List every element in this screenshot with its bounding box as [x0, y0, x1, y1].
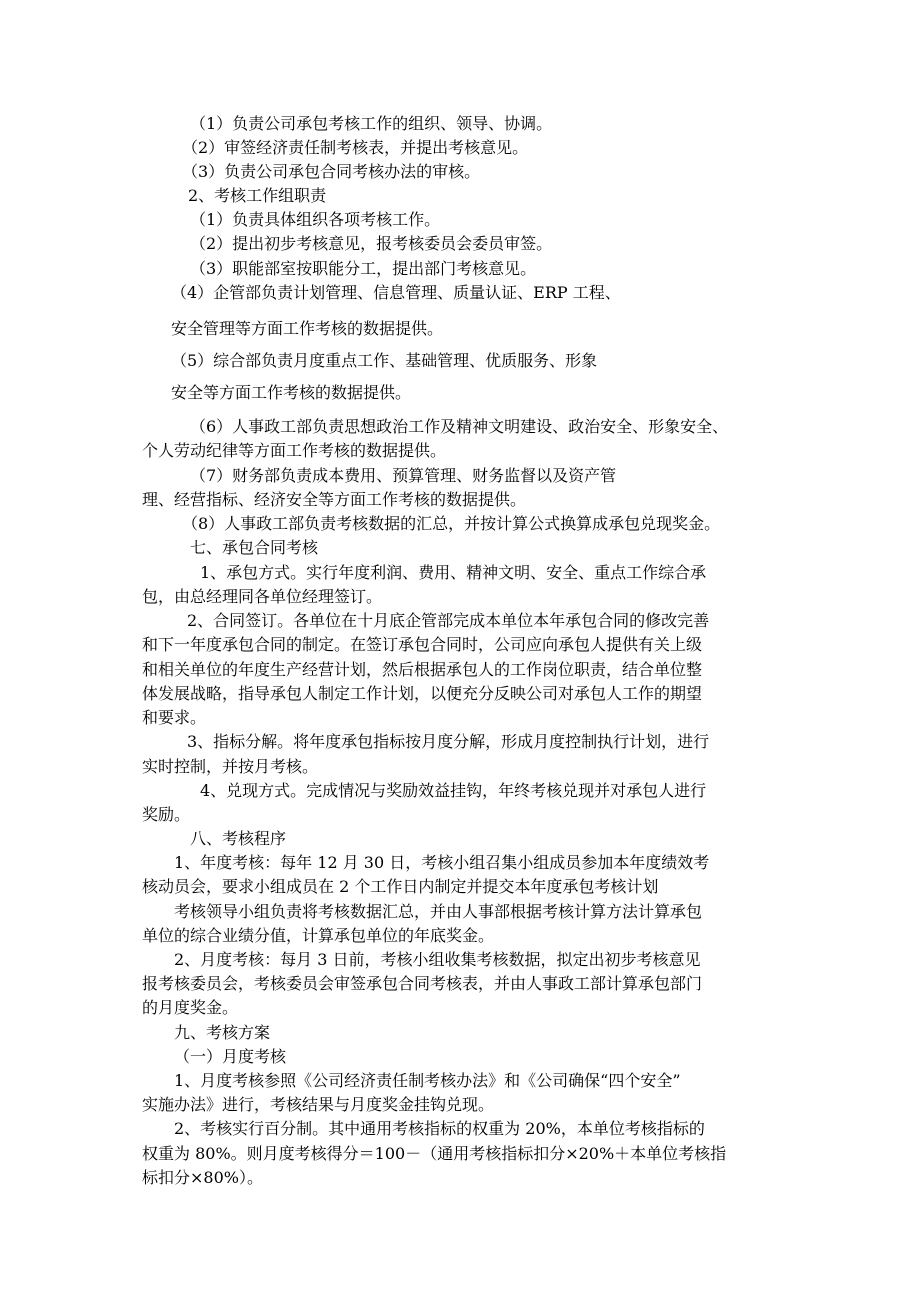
text-line: 包，由总经理同各单位经理签订。	[142, 587, 383, 606]
text-line: 安全等方面工作考核的数据提供。	[171, 383, 412, 402]
text-line: 2、月度考核：每月 3 日前，考核小组收集考核数据，拟定出初步考核意见	[174, 950, 701, 969]
text-line: 1、承包方式。实行年度利润、费用、精神文明、安全、重点工作综合承	[200, 563, 707, 582]
section-heading: 九、考核方案	[174, 1023, 271, 1042]
text-line: 权重为 80%。则月度考核得分＝100－（通用考核指标扣分×20%＋本单位考核指	[142, 1144, 727, 1163]
text-line: （2）审签经济责任制考核表，并提出考核意见。	[182, 138, 529, 157]
text-line: 4、兑现方式。完成情况与奖励效益挂钩，年终考核兑现并对承包人进行	[200, 781, 707, 800]
text-line: （8）人事政工部负责考核数据的汇总，并按计算公式换算成承包兑现奖金。	[182, 514, 721, 533]
text-line: 1、年度考核：每年 12 月 30 日，考核小组召集小组成员参加本年度绩效考	[174, 853, 710, 872]
text-line: 个人劳动纪律等方面工作考核的数据提供。	[142, 441, 447, 460]
text-line: 标扣分×80%）。	[142, 1168, 263, 1187]
section-heading: （一）月度考核	[174, 1047, 287, 1066]
text-line: 核动员会，要求小组成员在 2 个工作日内制定并提交本年度承包考核计划	[142, 877, 659, 896]
section-heading: 八、考核程序	[190, 829, 287, 848]
section-heading: 2、考核工作组职责	[188, 186, 327, 205]
text-line: （1）负责具体组织各项考核工作。	[190, 210, 441, 229]
text-line: 的月度奖金。	[142, 998, 239, 1017]
text-line: 和要求。	[142, 708, 207, 727]
text-line: 和下一年度承包合同的制定。在签订承包合同时，公司应向承包人提供有关上级	[142, 635, 703, 654]
text-line: 2、考核实行百分制。其中通用考核指标的权重为 20%，本单位考核指标的	[174, 1119, 705, 1138]
text-line: （3）负责公司承包合同考核办法的审核。	[182, 162, 481, 181]
text-line: 2、合同签订。各单位在十月底企管部完成本单位本年承包合同的修改完善	[187, 611, 710, 630]
text-line: （3）职能部室按职能分工，提出部门考核意见。	[190, 259, 537, 278]
text-line: 3、指标分解。将年度承包指标按月度分解，形成月度控制执行计划，进行	[187, 732, 710, 751]
text-line: 实时控制，并按月考核。	[142, 757, 319, 776]
section-heading: 七、承包合同考核	[190, 538, 319, 557]
text-line: （7）财务部负责成本费用、预算管理、财务监督以及资产管	[190, 466, 617, 485]
text-line: （4）企管部负责计划管理、信息管理、质量认证、ERP 工程、	[171, 283, 621, 302]
text-line: （2）提出初步考核意见，报考核委员会委员审签。	[190, 234, 553, 253]
text-line: 1、月度考核参照《公司经济责任制考核办法》和《公司确保“四个安全”	[174, 1071, 681, 1090]
text-line: 考核领导小组负责将考核数据汇总，并由人事部根据考核计算方法计算承包	[174, 902, 703, 921]
text-line: 体发展战略，指导承包人制定工作计划，以便充分反映公司对承包人工作的期望	[142, 684, 703, 703]
text-line: 安全管理等方面工作考核的数据提供。	[171, 319, 444, 338]
text-line: 和相关单位的年度生产经营计划，然后根据承包人的工作岗位职责，结合单位整	[142, 660, 703, 679]
text-line: （6）人事政工部负责思想政治工作及精神文明建设、政治安全、形象安全、	[190, 417, 729, 436]
text-line: 理、经营指标、经济安全等方面工作考核的数据提供。	[142, 490, 527, 509]
text-line: 单位的综合业绩分值，计算承包单位的年底奖金。	[142, 926, 495, 945]
text-line: （5）综合部负责月度重点工作、基础管理、优质服务、形象	[171, 351, 598, 370]
text-line: 实施办法》进行，考核结果与月度奖金挂钩兑现。	[142, 1095, 495, 1114]
text-line: 报考核委员会，考核委员会审签承包合同考核表，并由人事政工部计算承包部门	[142, 974, 703, 993]
text-line: 奖励。	[142, 805, 191, 824]
text-line: （1）负责公司承包考核工作的组织、领导、协调。	[190, 114, 553, 133]
